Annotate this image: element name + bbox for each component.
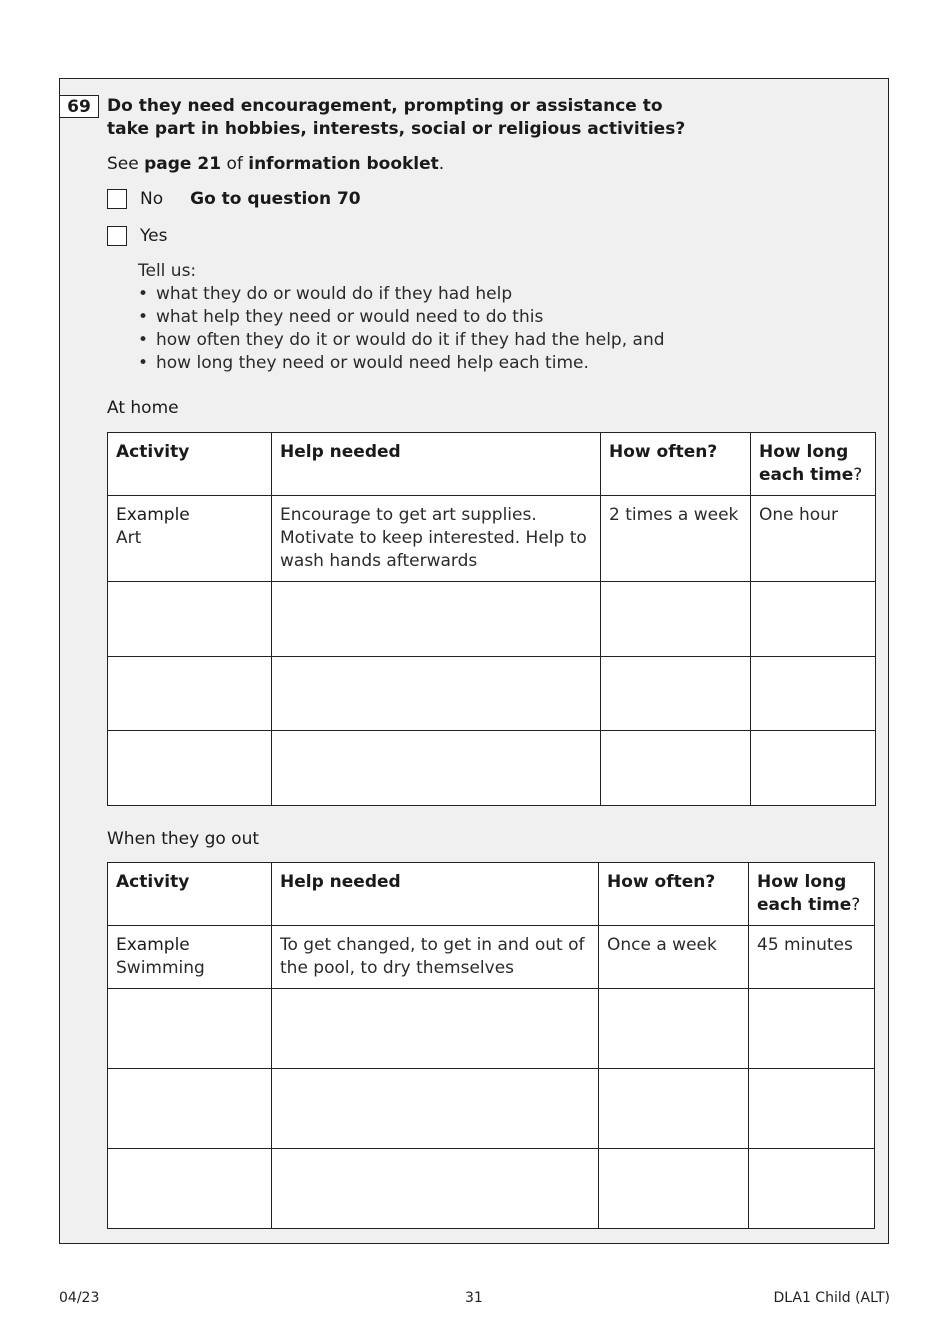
activity-cell[interactable] xyxy=(108,657,272,731)
long-cell[interactable] xyxy=(749,1069,875,1149)
table-row[interactable] xyxy=(108,657,876,731)
table-header-row xyxy=(108,863,875,926)
activity-cell[interactable] xyxy=(108,1149,272,1229)
example-activity-cell: Example Swimming xyxy=(108,926,272,989)
header-help: Help needed xyxy=(272,863,599,926)
example-help-cell: Encourage to get art supplies. Motivate to keep interested. Help to wash hands afterwards xyxy=(272,496,601,582)
activity-cell[interactable] xyxy=(108,731,272,806)
footer-page-number: 31 xyxy=(465,1290,483,1306)
example-long-cell: One hour xyxy=(751,496,876,582)
table-row[interactable] xyxy=(108,582,876,657)
header-often: How often? xyxy=(601,433,751,496)
list-item: • what they do or would do if they had help xyxy=(138,283,665,306)
option-no[interactable] xyxy=(107,189,361,209)
footer-date: 04/23 xyxy=(59,1290,100,1306)
header-help: Help needed xyxy=(272,433,601,496)
no-checkbox[interactable] xyxy=(107,189,127,209)
yes-checkbox[interactable] xyxy=(107,226,127,246)
help-cell[interactable] xyxy=(272,582,601,657)
list-item: • what help they need or would need to do this xyxy=(138,306,665,329)
tell-us-list xyxy=(138,283,665,375)
header-long: How long each time? xyxy=(749,863,875,926)
table-row[interactable] xyxy=(108,989,875,1069)
booklet-name: information booklet xyxy=(248,154,439,174)
out-table xyxy=(107,862,875,1229)
table-row[interactable] xyxy=(108,1149,875,1229)
booklet-reference: See page 21 of information booklet. xyxy=(107,154,445,174)
list-item: • how long they need or would need help each time. xyxy=(138,352,665,375)
long-cell[interactable] xyxy=(749,989,875,1069)
often-cell[interactable] xyxy=(601,582,751,657)
question-text: Do they need encouragement, prompting or assistance to take part in hobbies, interests, social or religious activities? xyxy=(107,96,686,139)
long-cell[interactable] xyxy=(749,1149,875,1229)
header-activity: Activity xyxy=(108,863,272,926)
example-activity-cell: Example Art xyxy=(108,496,272,582)
yes-label: Yes xyxy=(140,226,168,246)
home-table xyxy=(107,432,876,806)
activity-cell[interactable] xyxy=(108,1069,272,1149)
table-row[interactable] xyxy=(108,1069,875,1149)
footer-form-code: DLA1 Child (ALT) xyxy=(773,1290,890,1306)
often-cell[interactable] xyxy=(599,1149,749,1229)
table-row[interactable] xyxy=(108,731,876,806)
example-row xyxy=(108,496,876,582)
tell-us-intro: Tell us: xyxy=(138,261,197,281)
often-cell[interactable] xyxy=(599,989,749,1069)
section-title-home: At home xyxy=(107,398,179,418)
help-cell[interactable] xyxy=(272,989,599,1069)
often-cell[interactable] xyxy=(601,731,751,806)
long-cell[interactable] xyxy=(751,657,876,731)
example-often-cell: Once a week xyxy=(599,926,749,989)
activity-cell[interactable] xyxy=(108,989,272,1069)
option-yes[interactable] xyxy=(107,226,167,246)
example-often-cell: 2 times a week xyxy=(601,496,751,582)
section-title-out: When they go out xyxy=(107,829,260,849)
table-header-row xyxy=(108,433,876,496)
question-number: 69 xyxy=(60,95,99,118)
help-cell[interactable] xyxy=(272,657,601,731)
header-often: How often? xyxy=(599,863,749,926)
header-activity: Activity xyxy=(108,433,272,496)
activity-cell[interactable] xyxy=(108,582,272,657)
long-cell[interactable] xyxy=(751,582,876,657)
often-cell[interactable] xyxy=(599,1069,749,1149)
example-long-cell: 45 minutes xyxy=(749,926,875,989)
long-cell[interactable] xyxy=(751,731,876,806)
example-row xyxy=(108,926,875,989)
help-cell[interactable] xyxy=(272,1069,599,1149)
list-item: • how often they do it or would do it if they had the help, and xyxy=(138,329,665,352)
tell-us-block xyxy=(138,260,665,375)
goto-instruction: Go to question 70 xyxy=(190,189,361,209)
help-cell[interactable] xyxy=(272,1149,599,1229)
example-help-cell: To get changed, to get in and out of the pool, to dry themselves xyxy=(272,926,599,989)
question-panel xyxy=(59,78,889,1244)
no-label: No xyxy=(140,189,164,209)
booklet-page: page 21 xyxy=(144,154,222,174)
often-cell[interactable] xyxy=(601,657,751,731)
header-long: How long each time? xyxy=(751,433,876,496)
help-cell[interactable] xyxy=(272,731,601,806)
